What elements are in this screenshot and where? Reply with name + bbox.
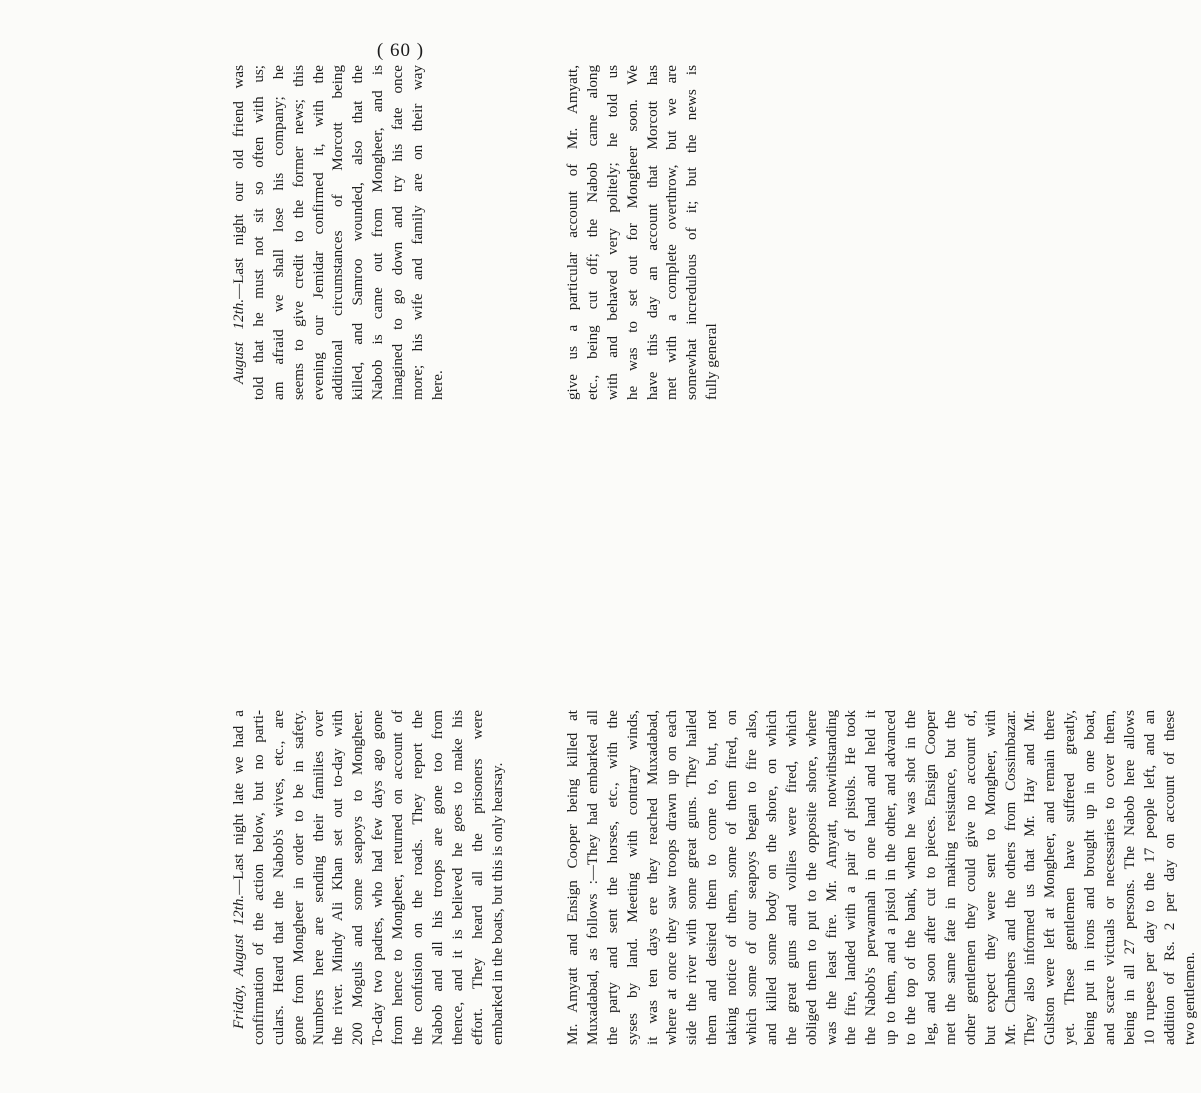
text-line: taking notice of them, some of them fired, on: [724, 710, 741, 1045]
text-line: addition of Rs. 2 per day on account of these: [1161, 710, 1178, 1045]
page-number: ( 60 ): [376, 40, 425, 61]
column-bottom-left: [230, 710, 508, 1045]
text-line: additional circumstances of Morcott being: [330, 65, 347, 400]
text-line: gone from Mongheer in order to be in safety.: [290, 710, 307, 1045]
text-line: it was ten days ere they reached Muxadabad,: [644, 710, 661, 1045]
column-bottom-right: [564, 710, 1201, 1045]
text-line: Mr. Chambers and the others from Cossimbazar.: [1002, 710, 1019, 1045]
text-line: which some of our seapoys began to fire also,: [744, 710, 761, 1045]
text-line: was the least fire. Mr. Amyatt, notwithstanding: [823, 710, 840, 1045]
text-line: obliged them to put to the opposite shore, where: [803, 710, 820, 1045]
text-line: have this day an account that Morcott has: [644, 65, 661, 400]
text-line: Gulston were left at Mongheer, and remain there: [1042, 710, 1059, 1045]
entry-text: —Last night late we had a: [231, 710, 247, 895]
text-line: where at once they saw troops drawn up on each: [664, 710, 681, 1045]
text-line: evening our Jemidar confirmed it, with the: [310, 65, 327, 400]
text-line: They also informed us that Mr. Hay and Mr.: [1022, 710, 1039, 1045]
text-line: the confusion on the roads. They report the: [410, 710, 427, 1045]
text-line: confirmation of the action below, but no parti-: [250, 710, 267, 1045]
text-line: met the same fate in making resistance, but the: [942, 710, 959, 1045]
text-line: seems to give credit to the former news; this: [290, 65, 307, 400]
text-line: Mr. Amyatt and Ensign Cooper being killed at: [565, 710, 581, 1045]
text-line: the fire, landed with a pair of pistols. He took: [843, 710, 860, 1045]
text-line: and killed some body on the shore, on which: [763, 710, 780, 1045]
text-line: effort. They heard all the prisoners were: [469, 710, 486, 1045]
text-line: being in all 27 persons. The Nabob here allows: [1121, 710, 1138, 1045]
entry-date: Friday, August 12th.: [231, 894, 247, 1029]
text-line: two gentlemen.: [1181, 951, 1198, 1045]
text-line: the great guns and vollies were fired, which: [783, 710, 800, 1045]
text-line: and scarce victuals or necessaries to cover them,: [1102, 710, 1119, 1045]
text-line: met with a complete overthrow, but we are: [664, 65, 681, 400]
text-line: them and desired them to come to, but, not: [704, 710, 721, 1045]
text-line: side the river with some great guns. They hailed: [684, 710, 701, 1045]
text-line: here.: [429, 370, 446, 400]
text-line: the party and sent the horses, etc., with the: [604, 710, 621, 1045]
text-line: Muxadabad, as follows :—They had embarked all: [584, 710, 601, 1045]
text-line: from hence to Mongheer, returned on account of: [390, 710, 407, 1045]
text-line: Nabob is came out from Mongheer, and is: [370, 65, 387, 400]
entry-text: —Last night our old friend was: [231, 65, 247, 299]
text-line: up to them, and a pistol in the other, and advanced: [883, 710, 900, 1045]
text-line: other gentlemen they could give no account of,: [962, 710, 979, 1045]
text-line: am afraid we shall lose his company; he: [270, 65, 287, 400]
text-line: embarked in the boats, but this is only hearsay.: [489, 762, 506, 1045]
text-line: thence, and it is believed he goes to make his: [449, 710, 466, 1045]
text-line: 200 Moguls and some seapoys to Mongheer.: [350, 710, 367, 1045]
text-line: the river. Mindy Ali Khan set out to-day with: [330, 710, 347, 1045]
text-line: Numbers here are sending their families over: [310, 710, 327, 1045]
text-line: leg, and soon after cut to pieces. Ensign Cooper: [923, 710, 940, 1045]
text-line: give us a particular account of Mr. Amyatt,: [565, 65, 581, 400]
text-line: he was to set out for Mongheer soon. We: [624, 65, 641, 400]
text-line: told that he must not sit so often with us;: [250, 65, 267, 400]
text-line: more; his wife and family are on their way: [410, 65, 427, 400]
text-line: To-day two padres, who had few days ago gone: [370, 710, 387, 1045]
text-line: Nabob and all his troops are gone too from: [429, 710, 446, 1045]
text-line: the Nabob's perwannah in one hand and held it: [863, 710, 880, 1045]
column-top-right: [564, 65, 723, 400]
text-line: but expect they were sent to Mongheer, with: [982, 710, 999, 1045]
text-line: 10 rupees per day to the 17 people left, and an: [1141, 710, 1158, 1045]
text-line: imagined to go down and try his fate once: [390, 65, 407, 400]
text-line: etc., being cut off; the Nabob came along: [584, 65, 601, 400]
text-line: yet. These gentlemen have suffered greatly,: [1062, 710, 1079, 1045]
entry-first-line: [230, 710, 250, 1045]
entry-first-line: [230, 65, 250, 400]
text-line: culars. Heard that the Nabob's wives, etc., are: [270, 710, 287, 1045]
text-line: fully general: [704, 323, 721, 400]
text-line: somewhat incredulous of it; but the news is: [684, 65, 701, 400]
text-line: syses by land. Meeting with contrary winds,: [624, 710, 641, 1045]
text-line: killed, and Samroo wounded, also that the: [350, 65, 367, 400]
text-line: with and behaved very politely; he told us: [604, 65, 621, 400]
text-line: to the top of the bank, when he was shot in the: [903, 710, 920, 1045]
text-line: being put in irons and brought up in one boat,: [1082, 710, 1099, 1045]
entry-date: August 12th.: [231, 298, 247, 384]
column-top-left: [230, 65, 449, 400]
